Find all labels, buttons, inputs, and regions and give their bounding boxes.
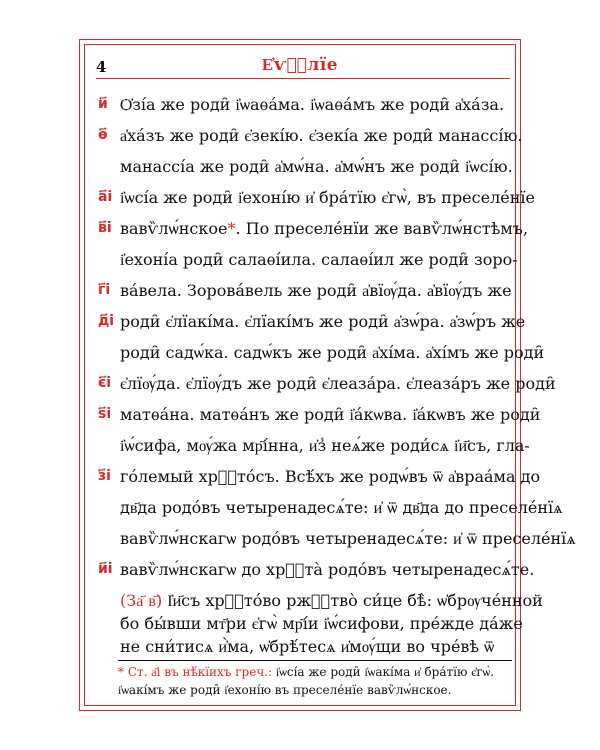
text-line: і҆ехоні́а роди̑ салаѳі́ила. салаѳі́ил же роди̑ зоро-	[120, 250, 518, 269]
footnote-lead: Ст. а҃і въ нѣ́кїихъ греч.:	[127, 665, 273, 679]
text-line: го́лемый хрⷭ҇то́съ. Всѣ́хъ же родѡ́въ ѿ а҆враа́ма до	[120, 467, 541, 486]
text-line: а҆ха́зъ же роди̑ є҆зекі́ю. є҆зекі́а же роди̑ манассі́ю.	[120, 126, 523, 145]
header-rule	[96, 78, 510, 79]
verse-number: и҃	[98, 96, 108, 112]
text-line: вавѷлѡ́нскагѡ до хрⷭ҇та̀ родо́въ четыренадесѧ́те.	[120, 560, 535, 579]
reading-marker: (За҃ в҃)	[120, 591, 163, 610]
text-line: матѳа́на. матѳа́нъ же роди̑ і҆а́кѡва. і҆а́кѡвъ же роди̑	[120, 405, 541, 424]
verse-number: ѕ҃і	[98, 406, 112, 422]
footnote-rule	[118, 660, 512, 661]
text-line: дв҃да родо́въ четыренадесѧ́те: и҆ ѿ дв҃да до преселе́нїѧ	[120, 498, 563, 517]
text-line: є҆лїѹ́да. є҆лїѹ́дъ же роди̑ є҆леаза́ра. є҆леаза́ръ же роди̑	[120, 374, 556, 393]
verse-number: д҃і	[98, 313, 115, 329]
text-run: . По преселе́нїи же вавѷлѡ́нстѣмъ,	[235, 219, 529, 238]
text-line: і҆ѡ́сифа, мѹ́жа мр҃і́нна, и҆з̾ неѧ́же роди́сѧ і҆и҃съ, гла-	[120, 436, 530, 455]
text-line: роди̑ є҆лїакі́ма. є҆лїакі́мъ же роди̑ а҆зѡ́ра. а҆зѡ́ръ же	[120, 312, 526, 331]
text-line: бо бы́вши мт҃ри є҆гѡ̀ мр҃і́и і҆ѡ́сифови, пре́жде да́же	[120, 614, 523, 633]
verse-number: г҃і	[98, 282, 111, 298]
footnote-marker: *	[227, 219, 236, 238]
text-line: вавѷлѡ́нскагѡ родо́въ четыренадесѧ́те: и҆ ѿ преселе́нїѧ	[120, 529, 576, 548]
text-run: І҆и҃съ хрⷭ҇то́во ржⷭ҇тво̀ си́це бѣ̀: ѡ҆брѹче́нной	[162, 591, 543, 610]
text-line: не сни́тисѧ и҆̀ма, ѡ҆брѣ́тесѧ и҆мѹ́щи во чре́вѣ ѿ	[120, 637, 495, 656]
text-line	[120, 590, 543, 612]
footnote-line: і҆ѡакі́мъ же роди̑ і҆ехоні́ю въ преселе́нїе вавѷлѡ́нское.	[118, 683, 452, 697]
text-line: манассі́а же роди̑ а҆мѡ́на. а҆мѡ́нъ же роди̑ і҆ѡсі́ю.	[120, 157, 513, 176]
text-line: і҆ѡсі́а же роди̑ і҆ехоні́ю и҆ бра́тїю є҆гѡ̀, въ преселе́нїе	[120, 188, 535, 207]
text-line: Ѻ҆зі́а же роди̑ і҆ѡаѳа́ма. і҆ѡаѳа́мъ же роди̑ а҆ха́за.	[120, 95, 505, 114]
page-number: 4	[96, 58, 107, 76]
verse-number: ѳ҃	[98, 127, 108, 143]
running-title: Е҆ѵⷢ҇лїе	[261, 55, 339, 75]
verse-number: и҃і	[98, 561, 113, 577]
text-line: ва́вела. Зорова́вель же роди̑ а҆вїѹ́да. а҆вїѹ́дъ же	[120, 281, 512, 300]
footnote-text: і҆ѡсі́а же роди̑ і҆ѡакі́ма и҆ бра́тїю є҆гѡ̀.	[272, 665, 495, 679]
verse-number: а҃і	[98, 189, 113, 205]
text-line	[120, 218, 529, 240]
text-run: вавѷлѡ́нское	[120, 219, 228, 238]
verse-number: є҃і	[98, 375, 112, 391]
verse-number: з҃і	[98, 468, 111, 484]
verse-number: в҃і	[98, 220, 112, 236]
footnote-marker: *	[118, 665, 124, 679]
footnote-line	[118, 664, 512, 680]
text-line: роди̑ садѡ́ка. садѡ́къ же роди̑ а҆хі́ма. а҆хі́мъ же роди̑	[120, 343, 545, 362]
